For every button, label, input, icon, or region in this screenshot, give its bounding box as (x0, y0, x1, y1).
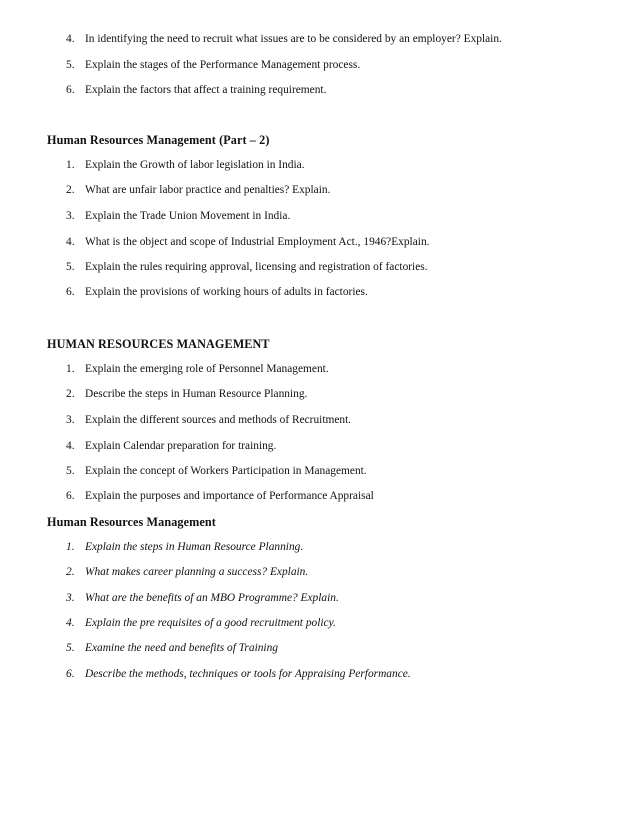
list-item (66, 642, 278, 654)
list-item (66, 490, 374, 502)
list-item (66, 184, 330, 196)
list-item-text: Explain the concept of Workers Participation in Management. (85, 465, 367, 477)
list-item-text: Explain the pre requisites of a good recruitment policy. (85, 617, 336, 629)
list-item-text: Explain the Growth of labor legislation in India. (85, 159, 305, 171)
list-item (66, 286, 368, 298)
section-heading: Human Resources Management (47, 515, 216, 529)
list-item-text: Explain the steps in Human Resource Planning. (85, 541, 304, 553)
list-item-number: 5. (66, 59, 75, 71)
list-item-number: 3. (66, 210, 75, 222)
list-item-text: Explain the rules requiring approval, licensing and registration of factories. (85, 261, 428, 273)
list-item (66, 668, 411, 680)
list-item-number: 4. (66, 236, 75, 248)
list-item-text: Explain the factors that affect a training requirement. (85, 84, 327, 96)
list-item-text: Explain the different sources and methods of Recruitment. (85, 414, 352, 426)
list-item-number: 2. (66, 184, 75, 196)
list-item (66, 465, 367, 477)
list-item (66, 33, 502, 45)
list-item (66, 388, 307, 400)
list-item (66, 541, 303, 553)
list-item (66, 414, 351, 426)
list-item-text: What are unfair labor practice and penalties? Explain. (85, 184, 331, 196)
list-item-number: 5. (66, 642, 75, 654)
list-item-text: Describe the steps in Human Resource Planning. (85, 388, 308, 400)
list-item (66, 440, 276, 452)
list-item-number: 4. (66, 617, 75, 629)
list-item-text: What makes career planning a success? Explain. (85, 566, 309, 578)
list-item-number: 2. (66, 388, 75, 400)
list-item-text: What is the object and scope of Industrial Employment Act., 1946?Explain. (85, 236, 430, 248)
list-item (66, 566, 308, 578)
list-item (66, 84, 326, 96)
list-item (66, 159, 305, 171)
list-item (66, 592, 339, 604)
list-item-number: 6. (66, 84, 75, 96)
list-item-text: In identifying the need to recruit what issues are to be considered by an employer? Explain. (85, 33, 502, 45)
list-item-number: 4. (66, 33, 75, 45)
list-item (66, 59, 360, 71)
list-item-number: 1. (66, 159, 75, 171)
list-item-number: 3. (66, 414, 75, 426)
list-item-number: 1. (66, 541, 75, 553)
list-item-text: Explain the Trade Union Movement in India. (85, 210, 291, 222)
list-item-text: Explain the provisions of working hours of adults in factories. (85, 286, 368, 298)
list-item (66, 261, 428, 273)
list-item (66, 236, 429, 248)
list-item (66, 210, 290, 222)
section-heading: Human Resources Management (Part – 2) (47, 133, 270, 147)
list-item-text: Examine the need and benefits of Training (85, 642, 278, 654)
list-item-number: 4. (66, 440, 75, 452)
list-item-number: 5. (66, 465, 75, 477)
list-item-number: 3. (66, 592, 75, 604)
list-item-text: What are the benefits of an MBO Programme? Explain. (85, 592, 339, 604)
list-item-text: Explain the purposes and importance of Performance Appraisal (85, 490, 374, 502)
list-item-text: Describe the methods, techniques or tools for Appraising Performance. (85, 668, 411, 680)
list-item (66, 363, 329, 375)
list-item-number: 2. (66, 566, 75, 578)
list-item-text: Explain Calendar preparation for training. (85, 440, 277, 452)
list-item-text: Explain the stages of the Performance Management process. (85, 59, 361, 71)
list-item-number: 6. (66, 490, 75, 502)
section-heading: HUMAN RESOURCES MANAGEMENT (47, 337, 270, 351)
list-item (66, 617, 336, 629)
list-item-number: 1. (66, 363, 75, 375)
list-item-number: 6. (66, 668, 75, 680)
list-item-text: Explain the emerging role of Personnel Management. (85, 363, 329, 375)
list-item-number: 6. (66, 286, 75, 298)
list-item-number: 5. (66, 261, 75, 273)
